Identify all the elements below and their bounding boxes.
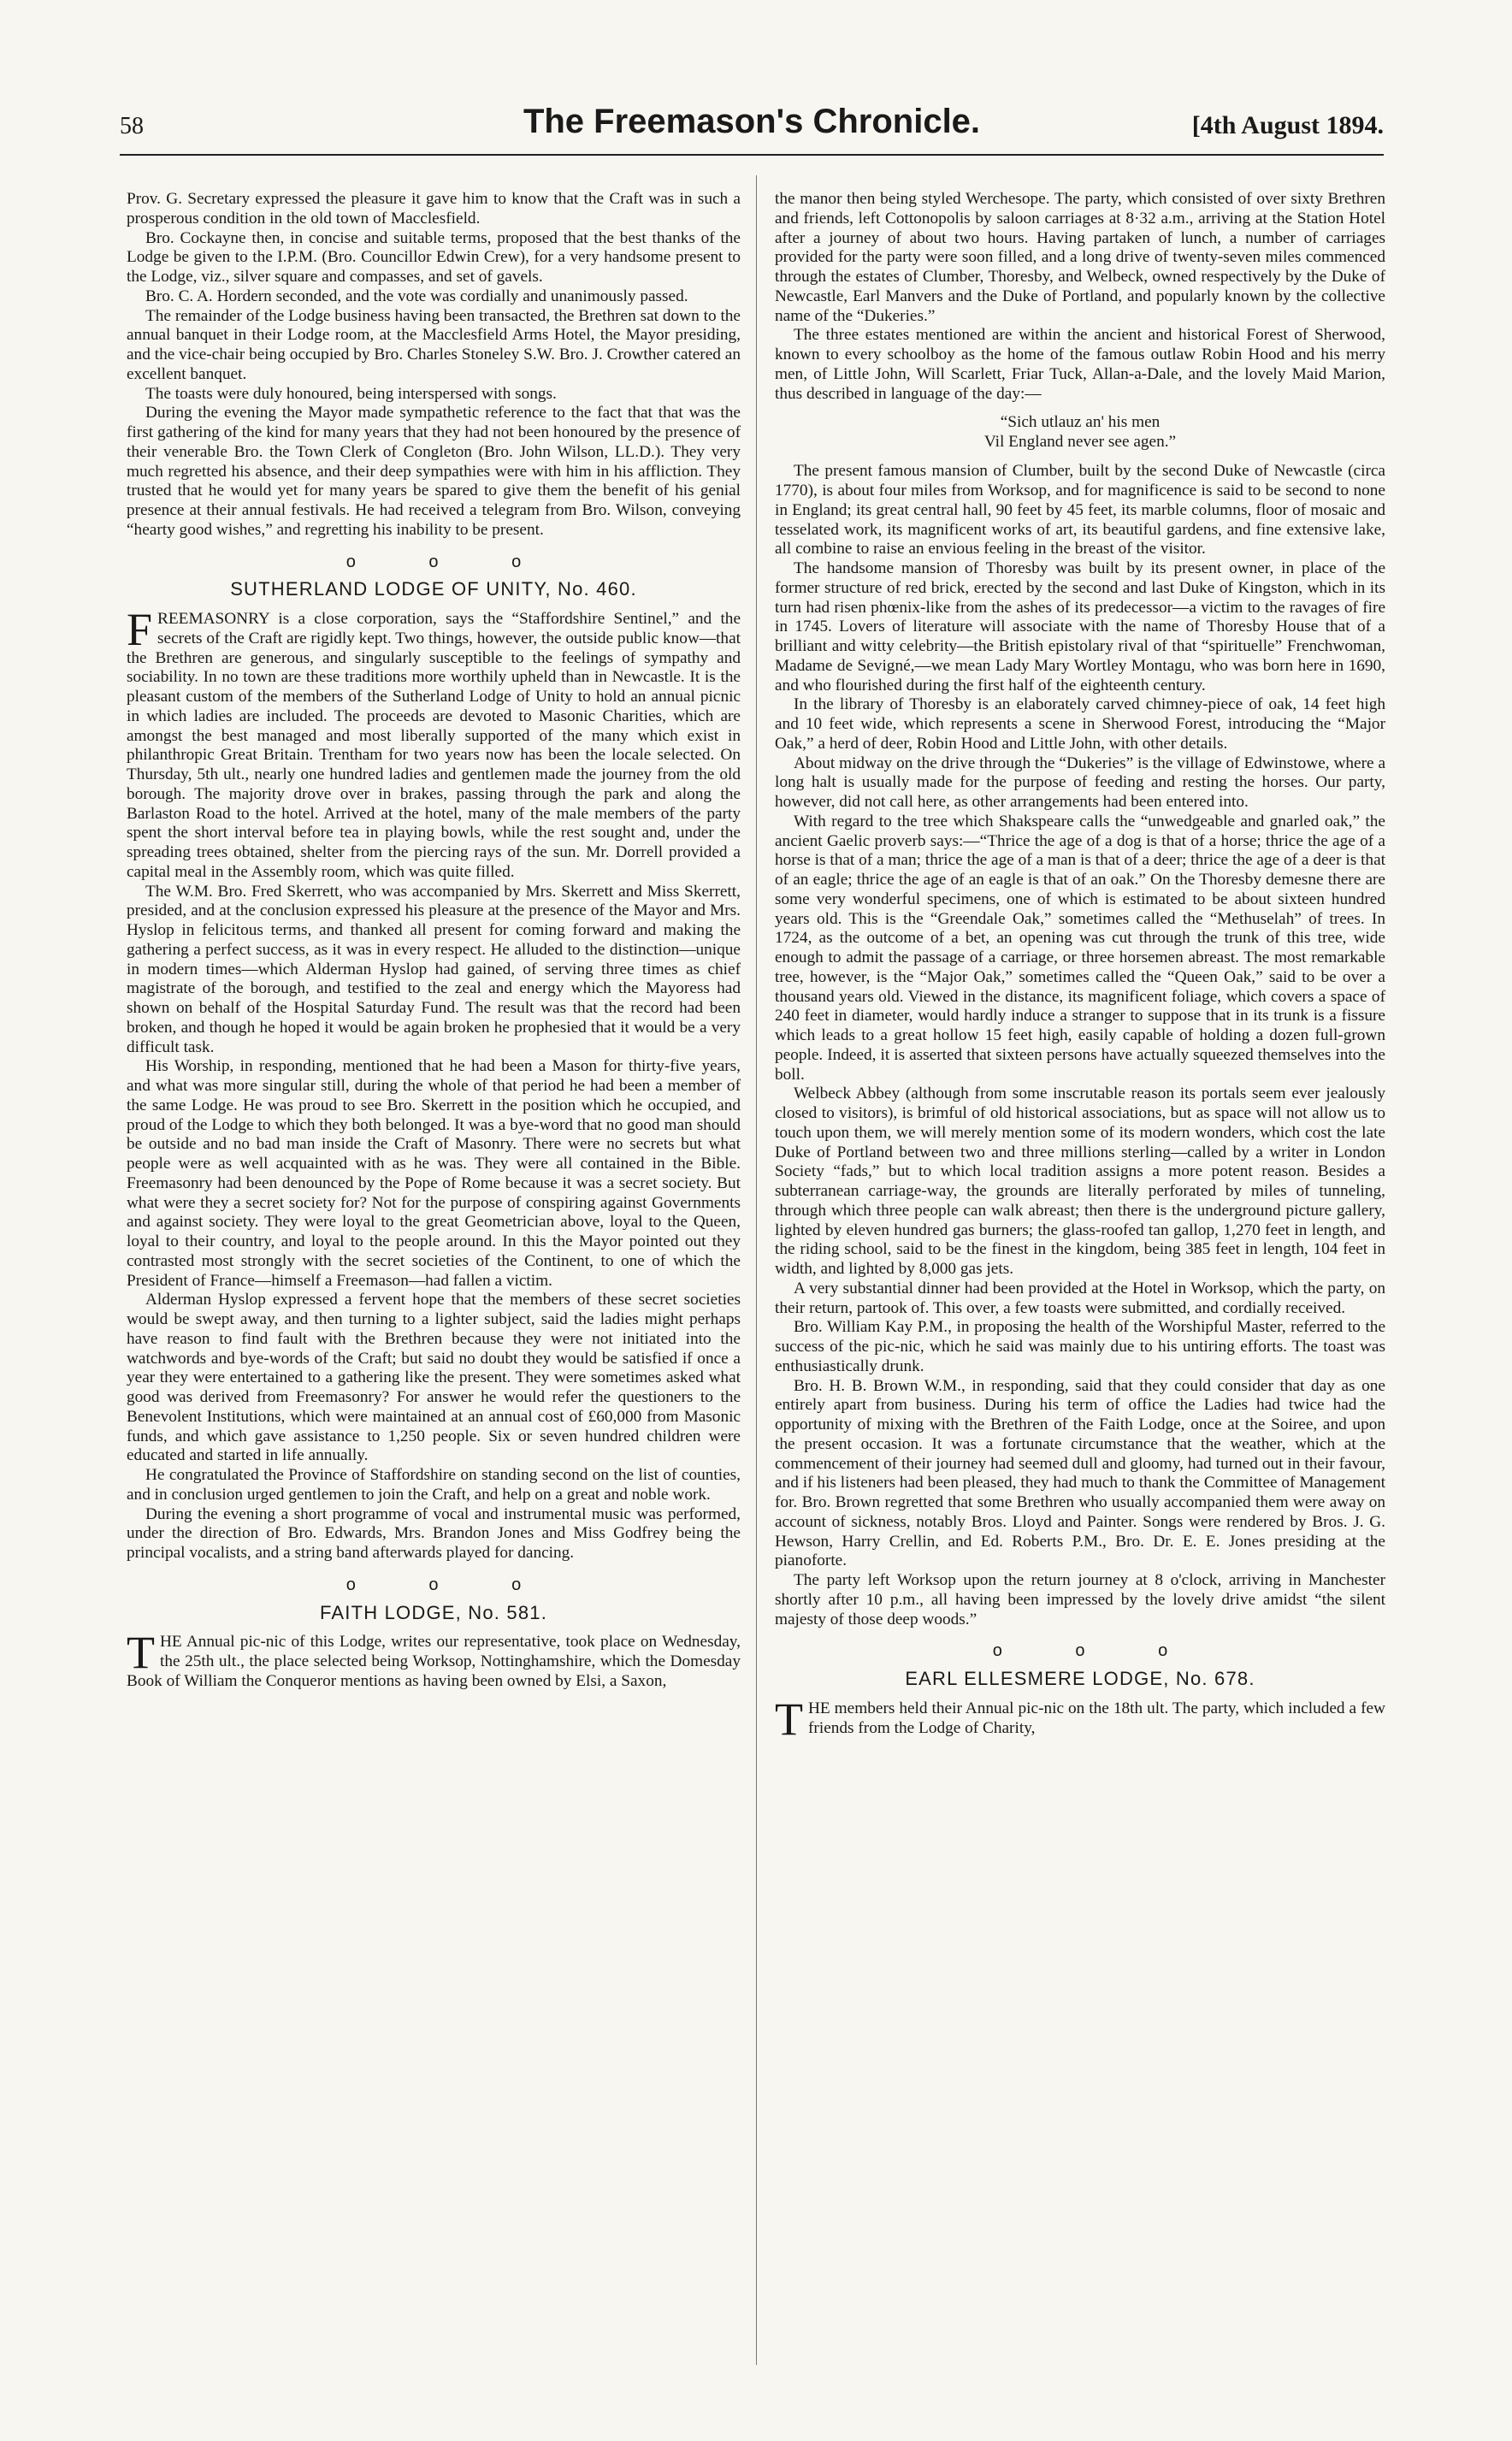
section-separator: o o o (992, 1641, 1202, 1661)
paragraph: The toasts were duly honoured, being interspersed with songs. (145, 384, 557, 403)
column-divider (756, 175, 757, 2365)
paragraph: In the library of Thoresby is an elaborately carved chimney-piece of oak, 14 feet high and 10 feet wide, which represents a scene in Sherwood Forest, introducing the “Major Oak,” a herd of deer, Robin Hood and Little John, with other details. (775, 695, 1385, 753)
paragraph: Bro. Cockayne then, in concise and suitable terms, proposed that the best thanks of the Lodge be given to the I.P.M. (Bro. Councillor Edwin Crew), for a very handsome present to the Lodge, viz., silver square and compasses, and set of gavels. (127, 228, 741, 286)
paragraph: The remainder of the Lodge business having been transacted, the Brethren sat down to the annual banquet in their Lodge room, at the Macclesfield Arms Hotel, the Mayor presiding, and the vice-chair being occupied by Bro. Charles Stoneley S.W. Bro. J. Crowther catered an excellent banquet. (127, 306, 741, 383)
drop-cap: T (775, 1693, 803, 1745)
drop-cap: F (127, 604, 153, 655)
section-separator: o o o (346, 552, 556, 571)
paragraph: During the evening the Mayor made sympathetic reference to the fact that that was the first gathering of the kind for many years that they had not been honoured by the presence of their venerable Bro. the Town Clerk of Congleton (Bro. John Wilson, LL.D.). They very much regretted his absence, and their deep sympathies were with him in his affliction. They trusted that he would yet for many years be spared to give them the benefit of his genial presence at their annual festivals. He had received a telegram from Bro. Wilson, conveying “hearty good wishes,” and regretting his inability to be present. (127, 404, 741, 539)
header-rule (120, 154, 1384, 156)
paragraph: His Worship, in responding, mentioned that he had been a Mason for thirty-five years, and what was more singular still, during the whole of that period he had been a member of the same Lodge. He was proud to see Bro. Skerrett in the position which he occupied, and proud of the Lodge to which they both belonged. It was a bye-word that no good man should be outside and no bad man inside the Craft of Masonry. There were no secrets but what people were as well acquainted with as he was. They were all contained in the Bible. Freemasonry had been denounced by the Pope of Rome because it was a secret society. But what were they a secret society for? Not for the purpose of conspiring against Governments and against society. They were loyal to the great Geometrician above, loyal to the Queen, loyal to their country, and loyal to the people around. In this the Mayor pointed out they contrasted most strongly with the secret societies of the Continent, to one of which the President of France—himself a Freemason—had fallen a victim. (127, 1057, 741, 1290)
paragraph (127, 604, 741, 883)
paragraph: The three estates mentioned are within the ancient and historical Forest of Sherwood, known to every schoolboy as the home of the famous outlaw Robin Hood and his merry men, of Little John, Will Scarlett, Friar Tuck, Allan-a-Dale, and the lovely Maid Marion, thus described in language of the day:— (775, 326, 1385, 403)
paragraph-text: HE members held their Annual pic-nic on the 18th ult. The party, which included a few friends from the Lodge of Charity, (808, 1699, 1385, 1737)
paragraph: The party left Worksop upon the return journey at 8 o'clock, arriving in Manchester shortly after 10 p.m., all having been impressed by the lovely drive amidst “the silent majesty of those deep woods.” (775, 1571, 1385, 1628)
paragraph: Alderman Hyslop expressed a fervent hope that the members of these secret societies would be swept away, and then turning to a lighter subject, said the ladies might perhaps have reason to find fault with the Brethren because they were not initiated into the watchwords and bye-words of the Craft; but said no doubt they would be satisfied if once a year they were entertained to a gathering like the present. They were sometimes asked what good was derived from Freemasonry? For answer he would refer the questioners to the Benevolent Institutions, which were maintained at an annual cost of £60,000 from Masonic funds, and which gave assistance to 1,250 people. Six or seven hundred children were educated and started in life annually. (127, 1291, 741, 1465)
paragraph: About midway on the drive through the “Dukeries” is the village of Edwinstowe, where a long halt is usually made for the purpose of feeding and resting the horses. Our party, however, did not call here, as other arrangements had been entered into. (775, 754, 1385, 811)
paragraph: The W.M. Bro. Fred Skerrett, who was accompanied by Mrs. Skerrett and Miss Skerrett, presided, and at the conclusion expressed his pleasure at the presence of the Mayor and Mrs. Hyslop in felicitous terms, and thanked all present for coming forward and making the gathering a perfect success, as it was in every respect. He alluded to the distinction—unique in modern times—which Alderman Hyslop had gained, of serving three times as chief magistrate of the borough, and testified to the zeal and energy which the Mayoress had shown on behalf of the Hospital Saturday Fund. The result was that the record had been broken, and though he hoped it would be again broken he prophesied that it would be a very difficult task. (127, 882, 741, 1056)
section-heading: SUTHERLAND LODGE OF UNITY, No. 460. (230, 578, 637, 600)
page-number: 58 (120, 113, 144, 139)
paragraph: With regard to the tree which Shakspeare calls the “unwedgeable and gnarled oak,” the ancient Gaelic proverb says:—“Thrice the age of a dog is that of a horse; thrice the age of a horse is that of a man; thrice the age of a man is that of a deer; thrice the age of a deer is that of an eagle; thrice the age of an eagle is that of an oak.” On the Thoresby demesne there are some very wonderful specimens, one of which is estimated to be about sixteen hundred years old. This is the “Greendale Oak,” sometimes called the “Methuselah” of trees. In 1724, as the outcome of a bet, an opening was cut through the trunk of this tree, wide enough to admit the passage of a carriage, or three horsemen abreast. The most remarkable tree, however, is the “Major Oak,” sometimes called the “Queen Oak,” said to be over a thousand years old. Viewed in the distance, its magnificent foliage, which covers a space of 240 feet in diameter, would hardly induce a stranger to suppose that in its trunk is a fissure which leads to a great hollow 15 feet high, easily capable of holding a dozen full-grown people. Indeed, it is asserted that sixteen persons have actually squeezed themselves into the boll. (775, 812, 1385, 1084)
paragraph-text: REEMASONRY is a close corporation, says the “Staffordshire Sentinel,” and the secrets of the Craft are rigidly kept. Two things, however, the outside public know—that the Brethren are generous, and singularly susceptible to the feelings of sympathy and sociability. In no town are these traditions more worthily upheld than in Newcastle. It is the pleasant custom of the members of the Sutherland Lodge of Unity to hold an annual picnic in which ladies are included. The proceeds are devoted to Masonic Charities, which are amongst the best managed and most liberally supported of the many which exist in philanthropic Great Britain. Trentham for two years now has been the locale selected. On Thursday, 5th ult., nearly one hundred ladies and gentlemen made the journey from the old borough. The majority drove over in brakes, passing through the park and along the Barlaston Road to the hotel. Arrived at the hotel, many of the male members of the party spent the short interval before tea in playing bowls, while the rest sought and, under the spreading trees obtained, shelter from the piercing rays of the sun. Mr. Dorrell provided a capital meal in the Assembly room, which was quite filled. (127, 610, 741, 881)
paragraph: Bro. H. B. Brown W.M., in responding, said that they could consider that day as one entirely apart from business. During his term of office the Ladies had twice had the opportunity of mixing with the Brethren of the Faith Lodge, once at the Soiree, and upon the present occasion. It was a fortunate circumstance that the weather, which at the commencement of their journey had seemed dull and gloomy, had turned out in their favour, and if his listeners had been pleased, they had much to thank the Committee of Management for. Bro. Brown regretted that some Brethren who usually accompanied them were away on account of sickness, notably Bros. Lloyd and Painter. Songs were rendered by Bros. J. G. Hewson, Harry Crellin, and Ed. Roberts P.M., Bro. Dr. E. E. Jones presiding at the pianoforte. (775, 1376, 1385, 1570)
right-column (775, 190, 1385, 1745)
section-separator: o o o (346, 1575, 556, 1594)
paragraph-text: HE Annual pic-nic of this Lodge, writes our representative, took place on Wednesday, the 25th ult., the place selected being Worksop, Nottinghamshire, which the Domesday Book of William the Conqueror mentions as having been owned by Elsi, a Saxon, (127, 1633, 741, 1690)
verse-line: Vil England never see agen.” (983, 433, 1177, 452)
paragraph: Prov. G. Secretary expressed the pleasure it gave him to know that the Craft was in such a prosperous condition in the old town of Macclesfield. (127, 190, 741, 228)
paragraph: A very substantial dinner had been provided at the Hotel in Worksop, which the party, on their return, partook of. This over, a few toasts were submitted, and cordially received. (775, 1279, 1385, 1317)
paragraph: the manor then being styled Werchesope. The party, which consisted of over sixty Brethren and friends, left Cottonopolis by saloon carriages at 8·32 a.m., arriving at the Station Hotel after a journey of about two hours. Having partaken of lunch, a number of carriages provided for the party were soon filled, and a long drive of twenty-seven miles commenced through the estates of Clumber, Thoresby, and Welbeck, owned respectively by the Duke of Newcastle, Earl Manvers and the Duke of Portland, and popularly known by the collective name of the “Dukeries.” (775, 190, 1385, 325)
paragraph (127, 1627, 741, 1691)
drop-cap: T (127, 1627, 155, 1679)
left-column (127, 190, 741, 1692)
section-heading: FAITH LODGE, No. 581. (319, 1601, 548, 1623)
paragraph: The present famous mansion of Clumber, built by the second Duke of Newcastle (circa 1770), is about four miles from Worksop, and for magnificence is said to be second to none in England; its great central hall, 90 feet by 45 feet, its marble columns, floor of mosaic and tesselated work, its magnificent works of art, its beautiful gardens, and fine extensive lake, all combine to raise an envious feeling in the breast of the visitor. (775, 462, 1385, 559)
verse-line: “Sich utlauz an' his men (1000, 413, 1161, 432)
paragraph (775, 1693, 1385, 1745)
paragraph: During the evening a short programme of vocal and instrumental music was performed, under the direction of Bro. Edwards, Mrs. Brandon Jones and Miss Godfrey being the principal vocalists, and a string band afterwards played for dancing. (127, 1504, 741, 1562)
masthead (120, 101, 1384, 152)
paragraph: The handsome mansion of Thoresby was built by its present owner, in place of the former structure of red brick, erected by the second and last Duke of Kingston, which in its turn had risen phœnix-like from the ashes of its predecessor—a victim to the ravages of fire in 1745. Lovers of literature will associate with the name of Thoresby House that of a brilliant and witty celebrity—the British epistolary rival of that “spirituelle” Frenchwoman, Madame de Sevigné,—we mean Lady Mary Wortley Montagu, who was born here in 1690, and who flourished during the first half of the eighteenth century. (775, 559, 1385, 694)
paragraph: Bro. William Kay P.M., in proposing the health of the Worshipful Master, referred to the success of the pic-nic, which he said was mainly due to his untiring efforts. The toast was enthusiastically drunk. (775, 1318, 1385, 1375)
paragraph: Bro. C. A. Hordern seconded, and the vote was cordially and unanimously passed. (145, 287, 688, 305)
paragraph: He congratulated the Province of Staffordshire on standing second on the list of counties, and in conclusion urged gentlemen to join the Craft, and help on a great and noble work. (127, 1466, 741, 1504)
publication-title: The Freemason's Chronicle. (523, 103, 981, 140)
paragraph: Welbeck Abbey (although from some inscrutable reason its portals seem ever jealously closed to visitors), is brimful of old historical associations, but as space will not allow us to touch upon them, we will merely mention some of its modern wonders, which cost the late Duke of Portland between two and three millions sterling—called by a writer in London Society “fads,” but to which local tradition assigns a more potent reason. Besides a subterranean carriage-way, the grounds are literally perforated by miles of tunneling, through which three people can walk abreast; then there is the underground picture gallery, lighted by eleven hundred gas burners; the glass-roofed tan gallop, 1,270 feet in length, and the riding school, said to be the finest in the kingdom, being 385 feet in length, 104 feet in width, and lighted by 8,000 gas jets. (775, 1085, 1385, 1278)
verse-quote (775, 412, 1385, 452)
section-heading: EARL ELLESMERE LODGE, No. 678. (905, 1668, 1255, 1689)
issue-date: [4th August 1894. (1191, 111, 1384, 139)
